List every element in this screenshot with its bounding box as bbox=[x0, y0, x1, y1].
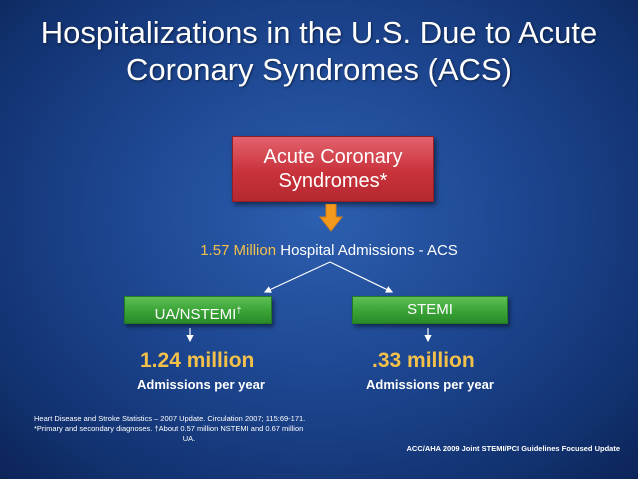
footnote-line-1: Heart Disease and Stroke Statistics – 2007 Update. Circulation 2007; 115:69-171. bbox=[34, 414, 306, 423]
footnote-line-2: *Primary and secondary diagnoses. †About 0.57 million NSTEMI and 0.67 million bbox=[34, 424, 304, 433]
ua-nstemi-value: 1.24 million bbox=[140, 349, 255, 372]
stemi-node bbox=[352, 296, 508, 324]
branch-arrow-stemi bbox=[330, 262, 392, 292]
stemi-sublabel: Admissions per year bbox=[366, 377, 494, 392]
stemi-label: STEMI bbox=[407, 301, 453, 318]
slide-title-line-1: Hospitalizations in the U.S. Due to Acute bbox=[40, 15, 598, 50]
acs-node-line-2: Syndromes* bbox=[278, 170, 388, 192]
ua-nstemi-sublabel: Admissions per year bbox=[137, 377, 265, 392]
total-admissions-label: Hospital Admissions - ACS bbox=[276, 242, 458, 259]
ua-nstemi-mark: † bbox=[236, 305, 242, 315]
footnotes bbox=[34, 414, 344, 444]
ua-nstemi-label: UA/NSTEMI bbox=[154, 306, 237, 323]
stemi-value: .33 million bbox=[372, 349, 475, 372]
guideline-reference: ACC/AHA 2009 Joint STEMI/PCI Guidelines Focused Update bbox=[406, 444, 620, 453]
footnote-line-3: UA. bbox=[182, 434, 196, 443]
branch-arrow-ua bbox=[265, 262, 330, 292]
total-admissions-value: 1.57 Million bbox=[200, 242, 277, 259]
ua-nstemi-node bbox=[124, 296, 272, 324]
acs-node-line-1: Acute Coronary bbox=[263, 146, 403, 168]
slide-title-line-2: Coronary Syndromes (ACS) bbox=[126, 52, 512, 87]
